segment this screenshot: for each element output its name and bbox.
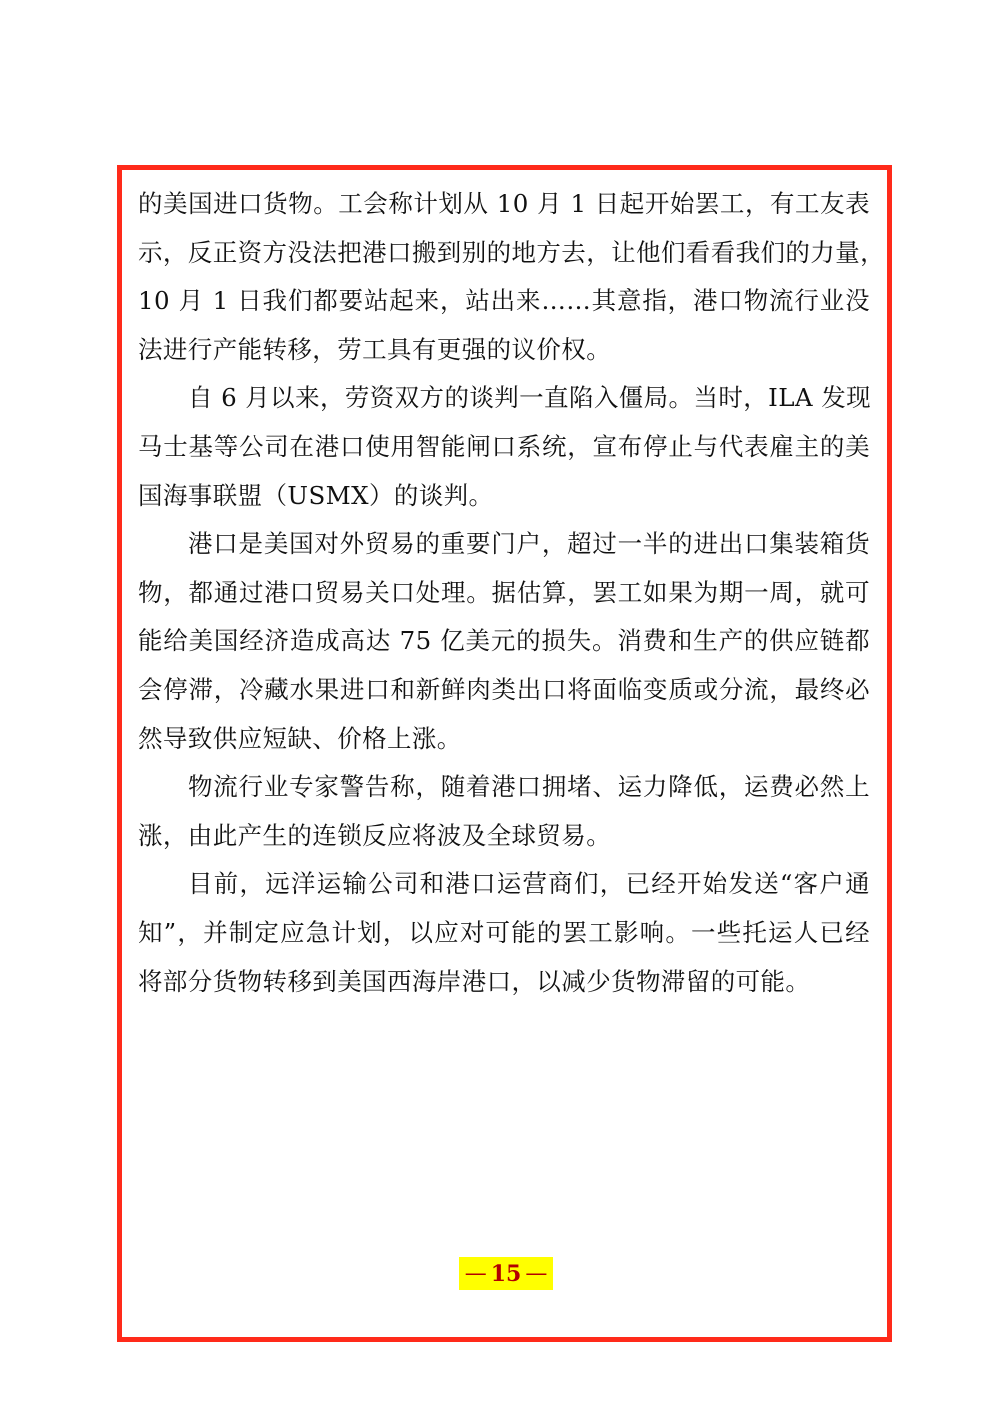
- text-line: 知”，并制定应急计划，以应对可能的罢工影响。一些托运人已经: [138, 917, 870, 947]
- text-line: 能给美国经济造成高达 75 亿美元的损失。消费和生产的供应链都: [138, 626, 870, 656]
- text-line: 示，反正资方没法把港口搬到别的地方去，让他们看看我们的力量，: [138, 237, 885, 267]
- text-line: 将部分货物转移到美国西海岸港口，以减少货物滞留的可能。: [138, 966, 811, 996]
- page-number-badge: [459, 1257, 553, 1290]
- text-line: 物流行业专家警告称，随着港口拥堵、运力降低，运费必然上: [188, 772, 870, 802]
- text-line: 的美国进口货物。工会称计划从 10 月 1 日起开始罢工，有工友表: [138, 189, 870, 218]
- text-line: 然导致供应短缺、价格上涨。: [138, 723, 462, 753]
- text-line: 会停滞，冷藏水果进口和新鲜肉类出口将面临变质或分流，最终必: [138, 674, 870, 704]
- text-line: 10 月 1 日我们都要站起来，站出来……其意指，港口物流行业没: [138, 286, 870, 316]
- page-number-dash-left: —: [464, 1261, 487, 1286]
- text-line: 目前，远洋运输公司和港口运营商们，已经开始发送“客户通: [188, 869, 870, 899]
- page-number-dash-right: —: [525, 1261, 548, 1286]
- text-line: 马士基等公司在港口使用智能闸口系统，宣布停止与代表雇主的美: [138, 431, 870, 461]
- page-border-frame: [117, 165, 892, 1342]
- text-line: 国海事联盟（USMX）的谈判。: [138, 480, 494, 510]
- text-line: 物，都通过港口贸易关口处理。据估算，罢工如果为期一周，就可: [138, 577, 870, 607]
- text-line: 涨，由此产生的连锁反应将波及全球贸易。: [138, 820, 612, 850]
- page-number: 15: [490, 1260, 522, 1287]
- text-line: 自 6 月以来，劳资双方的谈判一直陷入僵局。当时，ILA 发现: [188, 383, 871, 413]
- text-line: 港口是美国对外贸易的重要门户，超过一半的进出口集装箱货: [188, 529, 870, 559]
- text-line: 法进行产能转移，劳工具有更强的议价权。: [138, 334, 612, 364]
- article-body: [138, 180, 885, 1006]
